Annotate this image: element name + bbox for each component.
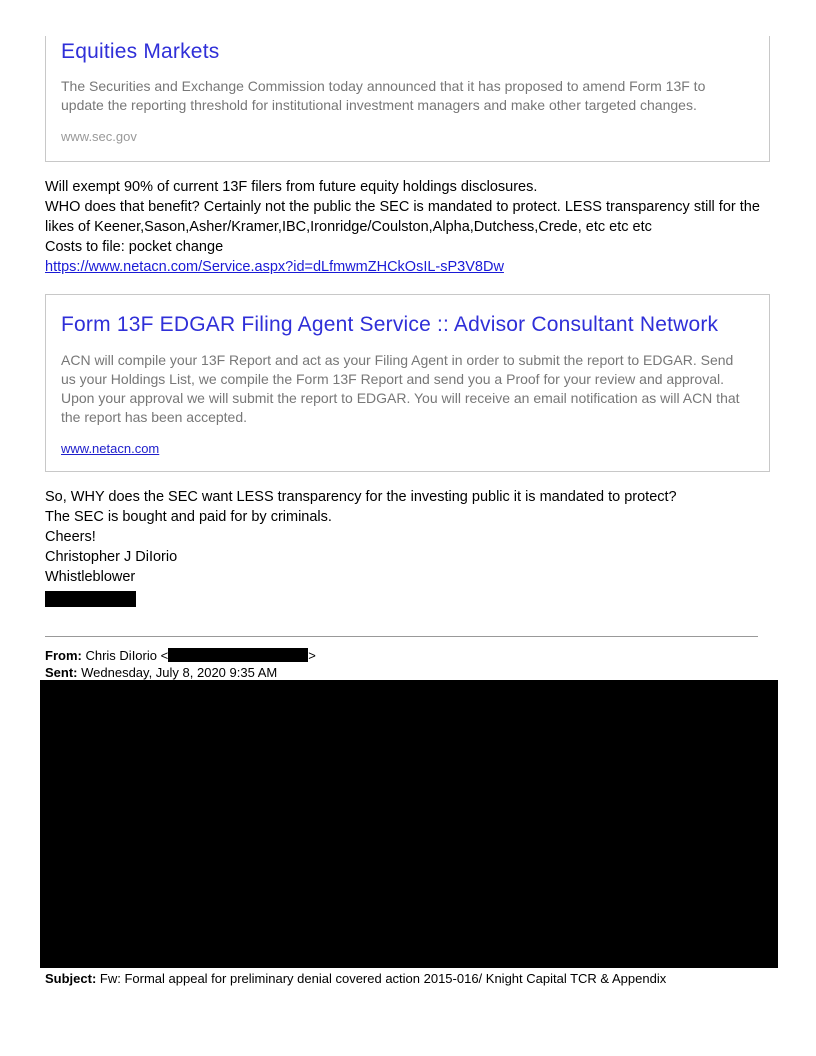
card-description: The Securities and Exchange Commission today announced that it has proposed to amend Form 13F to update the reporting threshold for institutional investment managers and make other targeted changes.	[61, 78, 706, 113]
link-preview-card-netacn[interactable]	[45, 294, 770, 472]
message-paragraph-1	[45, 177, 775, 277]
netacn-link[interactable]: https://www.netacn.com/Service.aspx?id=dLfmwmZHCkOsIL-sP3V8Dw	[45, 259, 504, 275]
card-title[interactable]: Form 13F EDGAR Filing Agent Service :: Advisor Consultant Network	[61, 313, 719, 336]
card-description: ACN will compile your 13F Report and act as your Filing Agent in order to submit the report to EDGAR. Send us your Holdings List, we compile the Form 13F Report and send you a Proof for your review and approval. Upon your approval we will submit the report to EDGAR. You will receive an email notification as will ACN that the report has been accepted.	[61, 352, 740, 425]
body-line: WHO does that benefit? Certainly not the public the SEC is mandated to protect. LESS transparency still for the likes of Keener,Sason,Asher/Kramer,IBC,Ironridge/Coulston,Alpha,Dutchess,Crede, etc etc etc	[45, 199, 760, 235]
card-title[interactable]: Equities Markets	[61, 40, 220, 63]
redaction-block	[45, 591, 136, 607]
card-domain[interactable]: www.sec.gov	[61, 129, 137, 144]
redaction-block-large	[40, 680, 778, 968]
body-line: Will exempt 90% of current 13F filers from future equity holdings disclosures.	[45, 179, 538, 195]
signature-title: Whistleblower	[45, 569, 136, 585]
subject-label: Subject:	[45, 971, 97, 986]
signature-name: Christopher J DiIorio	[45, 549, 178, 565]
card-domain[interactable]: www.netacn.com	[61, 441, 160, 456]
from-label: From:	[45, 648, 82, 663]
email-separator	[45, 636, 758, 637]
body-line: The SEC is bought and paid for by criminals.	[45, 509, 332, 525]
body-line: So, WHY does the SEC want LESS transparency for the investing public it is mandated to protect?	[45, 489, 677, 505]
body-line: Cheers!	[45, 529, 96, 545]
redaction-block	[168, 648, 308, 662]
sent-label: Sent:	[45, 665, 78, 680]
body-line: Costs to file: pocket change	[45, 239, 224, 255]
from-line	[45, 647, 316, 664]
sent-line	[45, 664, 277, 681]
message-paragraph-2	[45, 487, 775, 587]
link-preview-card-sec[interactable]	[45, 36, 770, 162]
from-name: Chris DiIorio <	[85, 648, 169, 663]
subject-line	[45, 970, 666, 987]
from-close: >	[308, 648, 316, 663]
sent-value: Wednesday, July 8, 2020 9:35 AM	[81, 665, 278, 680]
subject-value: Fw: Formal appeal for preliminary denial covered action 2015-016/ Knight Capital TCR & Appendix	[99, 971, 667, 986]
